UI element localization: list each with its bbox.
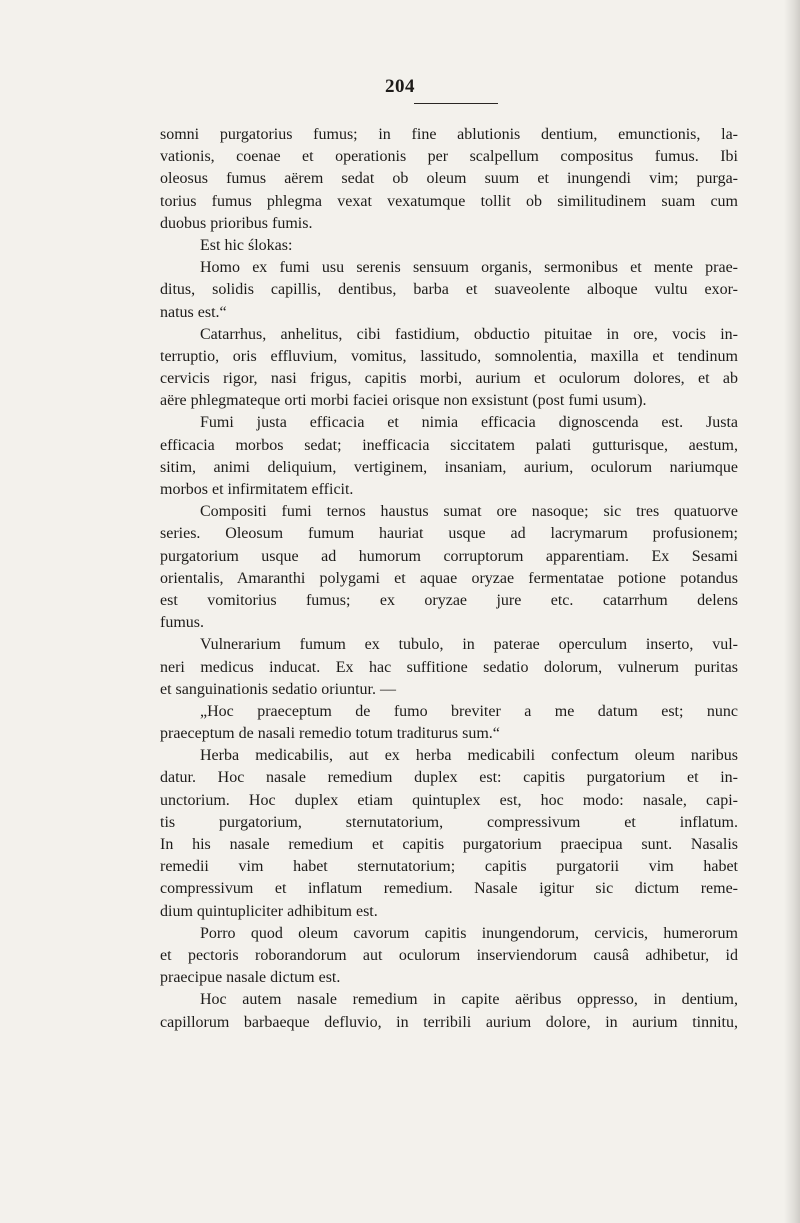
text-line: „Hoc praeceptum de fumo breviter a me datum est; nunc	[200, 702, 738, 720]
text-line: Compositi fumi ternos haustus sumat ore nasoque; sic tres quatuorve	[200, 503, 738, 521]
text-line: est vomitorius fumus; ex oryzae jure etc. catarrhum delens	[160, 591, 738, 609]
page-number: 204	[385, 76, 415, 97]
text-line: somni purgatorius fumus; in fine ablutionis dentium, emunctionis, la-	[160, 126, 738, 143]
text-line: Est hic ślokas:	[200, 236, 293, 254]
text-line: Fumi justa efficacia et nimia efficacia dignoscenda est. Justa	[200, 414, 738, 432]
header-rule	[414, 103, 498, 104]
text-line: Hoc autem nasale remedium in capite aëribus oppresso, in dentium,	[200, 991, 738, 1009]
text-line: neri medicus inducat. Ex hac suffitione sedatio dolorum, vulnerum puritas	[160, 658, 738, 676]
text-line: morbos et infirmitatem efficit.	[160, 481, 354, 498]
text-line: purgatorium usque ad humorum corruptorum apparentiam. Ex Sesami	[160, 547, 738, 565]
text-line: capillorum barbaeque defluvio, in terribili aurium dolore, in aurium tinnitu,	[160, 1013, 738, 1031]
text-line: In his nasale remedium et capitis purgatorium praecipua sunt. Nasalis	[160, 836, 738, 853]
body-text	[160, 124, 738, 1034]
text-line: compressivum et inflatum remedium. Nasale igitur sic dictum reme-	[160, 880, 738, 898]
text-line: natus est.“	[160, 303, 227, 321]
text-line: duobus prioribus fumis.	[160, 214, 313, 232]
text-line: et sanguinationis sedatio oriuntur. —	[160, 680, 396, 698]
text-line: Porro quod oleum cavorum capitis inungendorum, cervicis, humerorum	[200, 924, 738, 942]
text-line: datur. Hoc nasale remedium duplex est: capitis purgatorium et in-	[160, 769, 738, 787]
text-line: Vulnerarium fumum ex tubulo, in paterae operculum inserto, vul-	[200, 636, 738, 654]
text-line: aëre phlegmateque orti morbi faciei orisque non exsistunt (post fumi usum).	[160, 392, 647, 410]
text-line: oleosus fumus aërem sedat ob oleum suum et inungendi vim; purga-	[160, 170, 738, 188]
text-line: remedii vim habet sternutatorium; capitis purgatorii vim habet	[160, 858, 738, 876]
text-line: et pectoris roborandorum aut oculorum inserviendorum causâ adhibetur, id	[160, 946, 738, 964]
text-line: terruptio, oris effluvium, vomitus, lassitudo, somnolentia, maxilla et tendinum	[160, 347, 738, 365]
text-line: series. Oleosum fumum hauriat usque ad lacrymarum profusionem;	[160, 525, 738, 543]
text-line: cervicis rigor, nasi frigus, capitis morbi, aurium et oculorum dolores, et ab	[160, 370, 738, 388]
text-line: unctorium. Hoc duplex etiam quintuplex est, hoc modo: nasale, capi-	[160, 791, 738, 809]
text-line: sitim, animi deliquium, vertiginem, insaniam, aurium, oculorum nariumque	[160, 458, 738, 476]
text-line: Homo ex fumi usu serenis sensuum organis, sermonibus et mente prae-	[200, 259, 738, 277]
text-line: efficacia morbos sedat; inefficacia siccitatem palati gutturisque, aestum,	[160, 436, 738, 454]
text-line: Catarrhus, anhelitus, cibi fastidium, obductio pituitae in ore, vocis in-	[200, 325, 738, 343]
text-line: ditus, solidis capillis, dentibus, barba et suaveolente alboque vultu exor-	[160, 281, 738, 299]
text-line: orientalis, Amaranthi polygami et aquae oryzae fermentatae potione potandus	[160, 569, 738, 587]
text-line: vationis, coenae et operationis per scalpellum compositus fumus. Ibi	[160, 148, 738, 166]
text-line: tis purgatorium, sternutatorium, compressivum et inflatum.	[160, 813, 738, 831]
text-line: Herba medicabilis, aut ex herba medicabili confectum oleum naribus	[200, 747, 738, 765]
text-line: fumus.	[160, 614, 204, 632]
text-line: praeceptum de nasali remedio totum traditurus sum.“	[160, 725, 500, 743]
text-line: dium quintupliciter adhibitum est.	[160, 902, 378, 920]
text-line: torius fumus phlegma vexat vexatumque tollit ob similitudinem suam cum	[160, 192, 738, 210]
page-edge-shadow	[784, 0, 800, 1223]
text-line: praecipue nasale dictum est.	[160, 969, 341, 987]
